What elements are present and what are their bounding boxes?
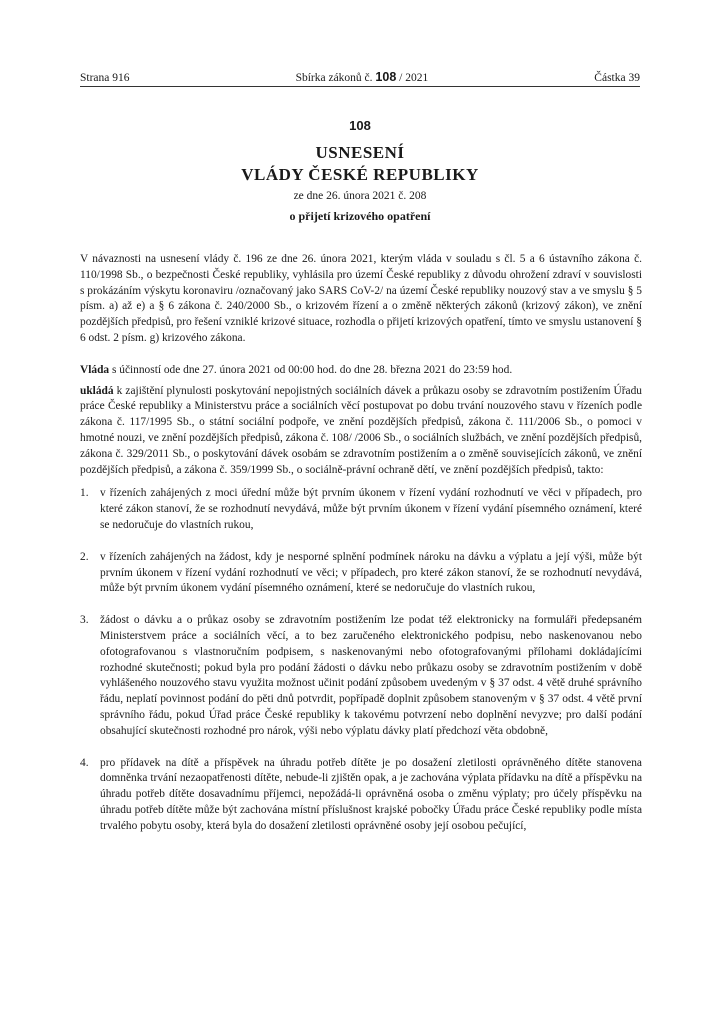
list-item-number: 3. bbox=[80, 614, 89, 627]
document-subject: o přijetí krizového opatření bbox=[289, 209, 431, 223]
list-item-text: pro přídavek na dítě a příspěvek na úhradu potřeb dítěte je po dosažení zletilosti oprávněného dítěte stanovena domněnka trvání nezaopatřenosti dítěte, nebude-li zjištěn opak, a je zachována výplata přídavku na dítě a příspěvku na úhradu potřeb dítěte dosavadnímu příjemci, nepožádá-li oprávněná osoba o změnu výplaty; pro účely příspěvku na úhradu potřeb dítěte může být zachována místní příslušnost krajské pobočky Úřadu práce České republiky podle místa trvalého pobytu osoby, která byla do dosažení zletilosti oprávněné osoby její osobou pečující, bbox=[100, 756, 642, 832]
page-header bbox=[80, 70, 640, 87]
page-number: Strana 916 bbox=[80, 72, 130, 84]
effect-paragraph bbox=[80, 363, 642, 379]
order-list bbox=[80, 486, 642, 834]
collection-prefix: Sbírka zákonů č. bbox=[295, 72, 373, 84]
list-item bbox=[80, 613, 642, 739]
list-item-text: v řízeních zahájených na žádost, kdy je nesporné splnění podmínek nároku na dávku a výplatu a její výši, může být prvním úkonem v řízení vydání rozhodnutí ve věci; v případech, pro které zákon stanoví, že se rozhodnutí nevydává, může být prvním úkonem vydání písemného oznámení, které se nedoručuje do vlastních rukou, bbox=[100, 550, 642, 595]
list-item-text: žádost o dávku a o průkaz osoby se zdravotním postižením lze podat též elektronicky na formuláři předepsaném Ministerstvem práce a sociálních věcí, a to bez zaručeného elektronického podpisu, nebo naskenovanou nebo ofotografovanou s vlastnoručním podpisem, s naskenovanými nebo ofotografovanými přílohami dokládajícími rozhodné skutečnosti; pokud byla pro podání žádosti o dávku nebo průkazu osoby se zdravotním postižením v době vyhlášeného nouzového stavu využita možnost učinit podání způsobem uvedeným v § 37 odst. 4 větě druhé správního řádu, neplatí povinnost podání do pěti dnů potvrdit, popřípadě doplnit způsobem stanoveným v § 37 odst. 4 větě první správního řádu, pokud Úřad práce České republiky k takovému potvrzení nebo doplnění nevyzve; pro další podání obsahující skutečnosti rozhodné pro nárok, výši nebo výplatu dávky platí předchozí věta obdobně, bbox=[100, 614, 642, 737]
document-title: USNESENÍ bbox=[315, 143, 405, 162]
collection-suffix: / 2021 bbox=[399, 72, 429, 84]
list-item bbox=[80, 550, 642, 597]
collection-number: 108 bbox=[375, 70, 397, 84]
document-number: 108 bbox=[349, 118, 371, 133]
order-lead: ukládá bbox=[80, 384, 114, 397]
effect-text: s účinností ode dne 27. února 2021 od 00:00 hod. do dne 28. března 2021 do 23:59 hod. bbox=[109, 363, 513, 376]
list-item-number: 1. bbox=[80, 487, 89, 500]
title-block bbox=[80, 118, 640, 226]
issue-part: Částka 39 bbox=[594, 72, 640, 84]
list-item-number: 4. bbox=[80, 756, 89, 769]
order-text: k zajištění plynulosti poskytování nepojistných sociálních dávek a průkazu osoby se zdravotním postižením Úřadu práce České republiky a Ministerstvu práce a sociálních věcí postupovat po dobu trvání nouzového stavu v řízeních podle zákona č. 117/1995 Sb., o státní sociální podpoře, ve znění pozdějších předpisů, zákona č. 111/2006 Sb., o pomoci v hmotné nouzi, ve znění pozdějších předpisů, zákona č. 108/ /2006 Sb., o sociálních službách, ve znění pozdějších předpisů, zákona č. 329/2011 Sb., o poskytování dávek osobám se zdravotním postižením a o změně souvisejících zákonů, ve znění pozdějších předpisů, a zákona č. 359/1999 Sb., o sociálně-právní ochraně dětí, ve znění pozdějších předpisů, takto: bbox=[80, 384, 642, 476]
collection-reference bbox=[296, 70, 429, 84]
list-item-text: v řízeních zahájených z moci úřední může být prvním úkonem v řízení vydání rozhodnutí ve věci v případech, pro které zákon stanoví, že se rozhodnutí nevydává, může být prvním úkonem v řízení vydání písemného oznámení, které se nedoručuje do vlastních rukou, bbox=[100, 487, 642, 531]
document-issuer: VLÁDY ČESKÉ REPUBLIKY bbox=[241, 165, 479, 184]
effect-lead: Vláda bbox=[80, 363, 110, 376]
document-body bbox=[80, 252, 642, 851]
intro-paragraph: V návaznosti na usnesení vlády č. 196 ze dne 26. února 2021, kterým vláda v souladu s čl. 5 a 6 ústavního zákona č. 110/1998 Sb., o bezpečnosti České republiky, vyhlásila pro území České republiky z důvodu ohrožení zdraví v souvislosti s prokázáním výskytu koronaviru /označovaný jako SARS CoV-2/ na území České republiky nouzový stav a ve smyslu § 5 písm. a) až e) a § 6 zákona č. 240/2000 Sb., o krizovém řízení a o změně některých zákonů (krizový zákon), ve znění pozdějších předpisů, pro řešení vzniklé krizové situace, rozhodla o přijetí krizových opatření, tímto ve smyslu ustanovení § 6 odst. 2 písm. g) krizového zákona. bbox=[80, 253, 642, 344]
order-paragraph bbox=[80, 384, 642, 479]
document-date: ze dne 26. února 2021 č. 208 bbox=[293, 190, 427, 202]
list-item-number: 2. bbox=[80, 550, 89, 563]
list-item bbox=[80, 756, 642, 835]
list-item bbox=[80, 486, 642, 533]
